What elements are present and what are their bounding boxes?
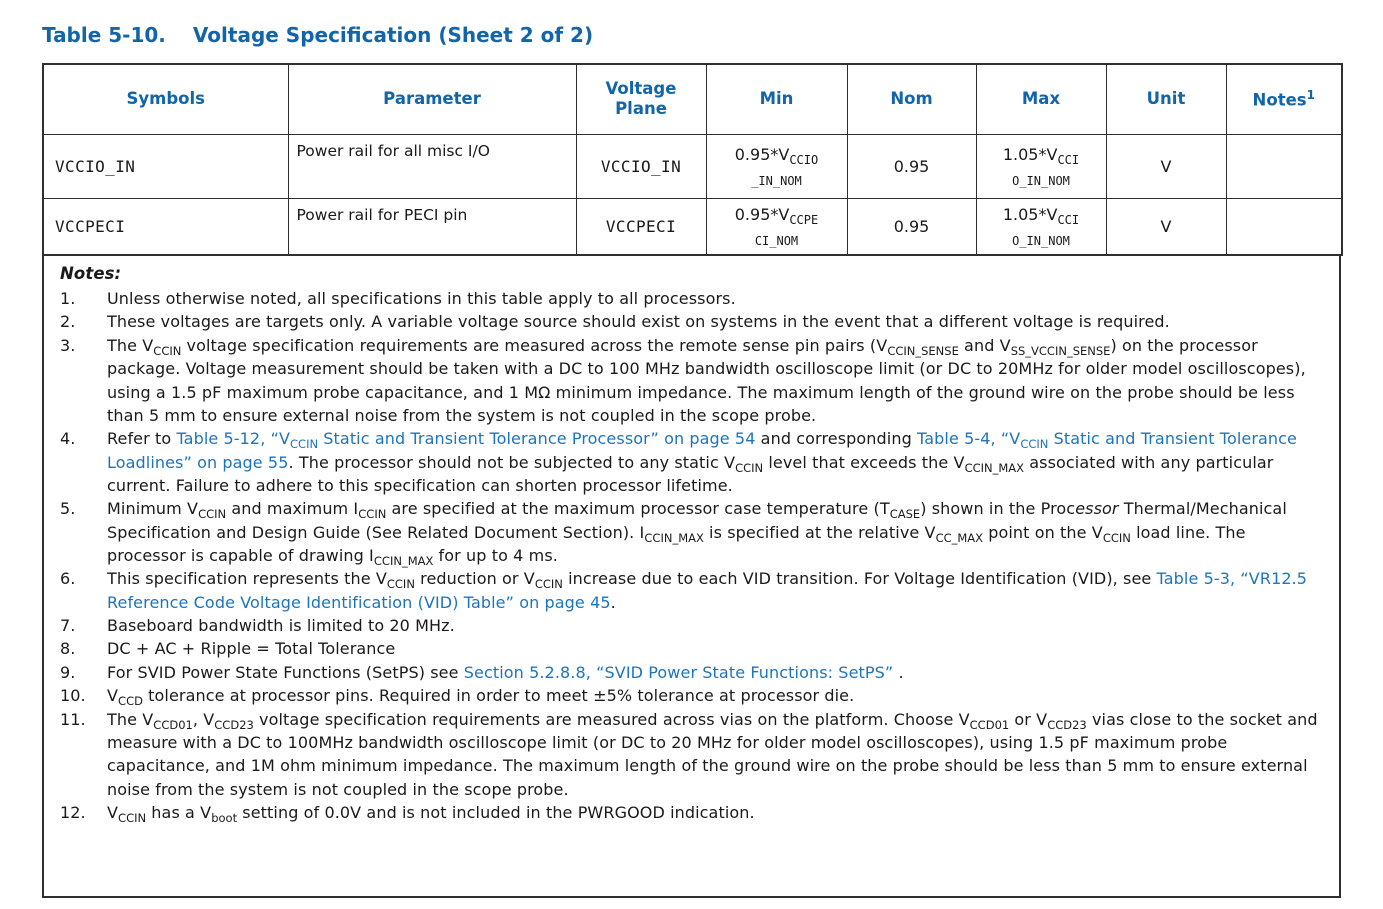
col-header-min: Min — [706, 64, 847, 134]
col-header-notes: Notes$^1$ — [1226, 64, 1342, 134]
note-item — [60, 334, 1331, 427]
table-number: Table 5-10. — [42, 23, 166, 47]
note-item — [60, 614, 1331, 637]
note-text: For SVID Power State Functions (SetPS) see Section 5.2.8.8, “SVID Power State Functions: SetPS” . — [107, 662, 904, 682]
note-number: 8. — [60, 639, 76, 659]
cell-parameter: Power rail for all misc I/O — [288, 134, 576, 198]
note-number: 3. — [60, 335, 76, 355]
table-caption: Voltage Specification (Sheet 2 of 2) — [192, 23, 594, 47]
note-number: 1. — [60, 289, 76, 309]
note-item — [60, 637, 1331, 660]
col-header-max: Max — [976, 64, 1106, 134]
note-item — [60, 661, 1331, 684]
cross-reference-link[interactable]: Table 5-3, “VR12.5 Reference Code Voltage Identification (VID) Table” on page 45 — [107, 569, 1308, 612]
note-text: $V_{CCD}$ tolerance at processor pins. Required in order to meet ±5% tolerance at processor die. — [107, 686, 855, 709]
note-number: 6. — [60, 569, 76, 589]
cell-nom: 0.95 — [847, 198, 976, 255]
cell-parameter: Power rail for PECI pin — [288, 198, 576, 255]
table-row — [43, 134, 1342, 198]
col-header-nom: Nom — [847, 64, 976, 134]
voltage-spec-table — [42, 63, 1343, 256]
cell-unit: V — [1106, 198, 1226, 255]
table-title — [42, 22, 1341, 48]
note-item — [60, 427, 1331, 497]
cell-max: $1.05*V_{CCI}$ $_{O\_IN\_NOM}$ — [976, 134, 1106, 198]
table-row — [43, 198, 1342, 255]
cell-max: $1.05*V_{CCI}$ $_{O\_IN\_NOM}$ — [976, 198, 1106, 255]
cross-reference-link[interactable]: Table 5-4, “$V_{CCIN}$ Static and Transient Tolerance Loadlines” on page 55 — [107, 429, 1297, 472]
cell-voltage-plane: VCCPECI — [576, 198, 706, 255]
cell-nom: 0.95 — [847, 134, 976, 198]
note-text: This specification represents the $V_{CCIN}$ reduction or $V_{CCIN}$ increase due to each VID transition. For Voltage Identification (VID), see Table 5-3, “VR12.5 Reference Code Voltage Identification (VID) Table” on page 45. — [107, 569, 1308, 612]
note-item — [60, 801, 1331, 824]
note-text: The $V_{CCD01}$, $V_{CCD23}$ voltage specification requirements are measured across vias on the platform. Choose $V_{CCD01}$ or $V_{CCD23}$ vias close to the socket and measure with a DC to 100MHz bandwidth oscilloscope limit (or DC to 20 MHz for older model oscilloscopes), using 1.5 pF maximum probe capacitance, and 1M ohm minimum impedance. The maximum length of the ground wire on the probe should be less than 5 mm to ensure external noise from the system is not coupled in the scope probe. — [107, 709, 1318, 799]
col-header-voltage-plane: Voltage Plane — [576, 64, 706, 134]
note-item — [60, 567, 1331, 614]
note-number: 11. — [60, 709, 86, 729]
note-number: 5. — [60, 499, 76, 519]
note-number: 10. — [60, 686, 86, 706]
note-item — [60, 287, 1331, 310]
note-item — [60, 708, 1331, 801]
note-number: 2. — [60, 312, 76, 332]
cell-notes — [1226, 198, 1342, 255]
note-text: $V_{CCIN}$ has a $V_{boot}$ setting of 0.0V and is not included in the PWRGOOD indication. — [107, 802, 755, 826]
note-item — [60, 497, 1331, 567]
voltage-spec-table-container — [42, 63, 1341, 898]
note-text: DC + AC + Ripple = Total Tolerance — [107, 639, 396, 659]
note-number: 4. — [60, 429, 76, 449]
cell-symbol: VCCPECI — [43, 198, 288, 255]
col-header-symbols: Symbols — [43, 64, 288, 134]
note-number: 9. — [60, 662, 76, 682]
col-header-parameter: Parameter — [288, 64, 576, 134]
cross-reference-link[interactable]: Table 5-12, “$V_{CCIN}$ Static and Transient Tolerance Processor” on page 54 — [176, 429, 756, 452]
note-text: The $V_{CCIN}$ voltage specification requirements are measured across the remote sense pin pairs ($V_{CCIN\_SENSE}$ and $V_{SS\_VCCIN\_SENSE}$) on the processor package. Voltage measurement should be taken with a DC to 100 MHz bandwidth oscilloscope limit (or DC to 20MHz for older model oscilloscopes), using a 1.5 pF maximum probe capacitance, and 1 MΩ minimum impedance. The maximum length of the ground wire on the probe should be less than 5 mm to ensure external noise from the system is not coupled in the scope probe. — [107, 335, 1306, 425]
table-header-row — [43, 64, 1342, 134]
note-item — [60, 310, 1331, 333]
cell-voltage-plane: VCCIO_IN — [576, 134, 706, 198]
notes-heading: Notes: — [60, 264, 122, 283]
note-item — [60, 684, 1331, 707]
cell-min: $0.95*V_{CCIO}$ $_{\_IN\_NOM}$ — [706, 134, 847, 198]
cross-reference-link[interactable]: Section 5.2.8.8, “SVID Power State Functions: SetPS” — [463, 662, 894, 682]
note-text: Baseboard bandwidth is limited to 20 MHz. — [107, 616, 455, 636]
note-number: 12. — [60, 802, 86, 822]
notes-section — [42, 256, 1341, 898]
note-number: 7. — [60, 616, 76, 636]
col-header-unit: Unit — [1106, 64, 1226, 134]
cell-min: $0.95*V_{CCPE}$ $_{CI\_NOM}$ — [706, 198, 847, 255]
cell-symbol: VCCIO_IN — [43, 134, 288, 198]
note-text: These voltages are targets only. A variable voltage source should exist on systems in the event that a different voltage is required. — [107, 312, 1170, 332]
cell-unit: V — [1106, 134, 1226, 198]
cell-notes — [1226, 134, 1342, 198]
note-text: Minimum $V_{CCIN}$ and maximum $I_{CCIN}$ are specified at the maximum processor case temperature $(T_{CASE})$ shown in the Processor Thermal/Mechanical Specification and Design Guide (See Related Document Section). $I_{CCIN\_MAX}$ is specified at the relative $V_{CC\_MAX}$ point on the $V_{CCIN}$ load line. The processor is capable of drawing $I_{CCIN\_MAX}$ for up to 4 ms. — [107, 499, 1287, 569]
note-text: Unless otherwise noted, all specifications in this table apply to all processors. — [107, 289, 736, 309]
notes-superscript: 1 — [1306, 87, 1315, 102]
note-text: Refer to Table 5-12, “$V_{CCIN}$ Static and Transient Tolerance Processor” on page 54 and corresponding Table 5-4, “$V_{CCIN}$ Static and Transient Tolerance Loadlines” on page 55. The processor should not be subjected to any static $V_{CCIN}$ level that exceeds the $V_{CCIN\_MAX}$ associated with any particular current. Failure to adhere to this specification can shorten processor lifetime. — [107, 429, 1297, 495]
